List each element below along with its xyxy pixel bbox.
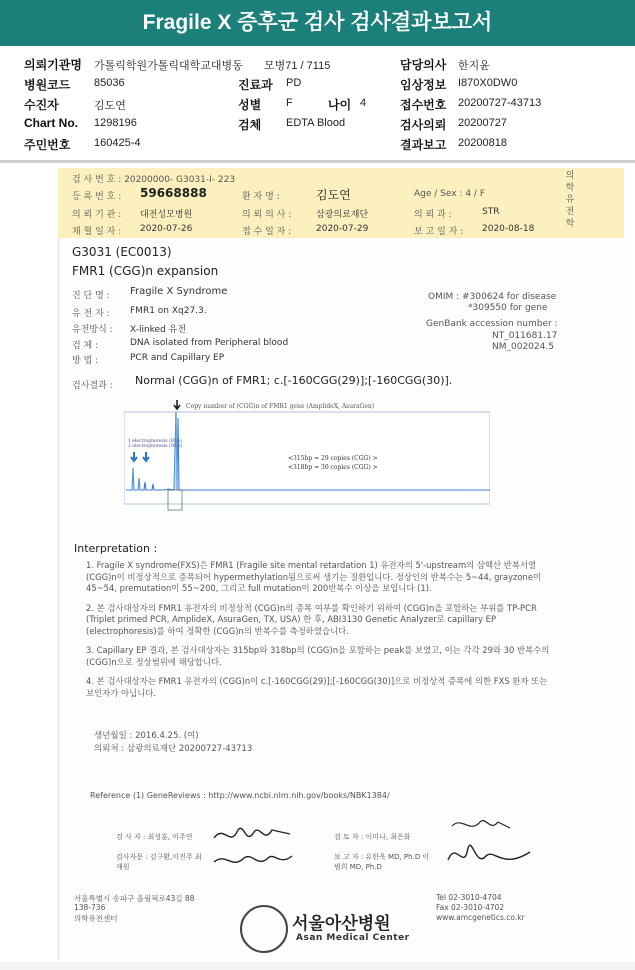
chart-note-318: <318bp = 30 copies (CGG) > (288, 464, 378, 471)
website: www.amcgenetics.co.kr (436, 913, 525, 922)
interp-para-2: 2. 본 검사대상자의 FMR1 유전자의 비정상적 (CGG)n의 증폭 여부를 확인하기 위하여 (CGG)n을 포함하는 부위를 TP-PCR (Triplet primed PCR, AmplideX, AsuraGen, TX, USA) 한 후, ABI3130 Genetic Analyzer로 capillary EP (electrophoresis)를 하여 정확한 (CGG)n의 반복수를 측정하였습니다. (86, 602, 537, 636)
req-inst: 대전성모병원 (140, 210, 193, 220)
result-label: 검사결과 : (72, 381, 113, 391)
doctor-label: 담당의사 (400, 58, 447, 72)
test-name: FMR1 (CGG)n expansion (72, 264, 219, 278)
specimen: DNA isolated from Peripheral blood (130, 338, 289, 348)
specimen-label: 검 체 : (72, 341, 99, 351)
gene: FMR1 on Xq27.3. (130, 306, 207, 316)
hospital-seal (240, 905, 288, 953)
ward-label: 의 뢰 과 : (414, 210, 452, 220)
hospital-code-value: 85036 (94, 77, 125, 89)
chart-title: Copy number of (CGG)n of FMR1 gene (AmplideX, AsuraGen) (186, 403, 375, 410)
institution-label: 의뢰기관명 (24, 58, 82, 72)
dept-label: 진료과 (238, 78, 273, 92)
report-date-value: 20200818 (458, 137, 507, 149)
dx-label: 진 단 명 : (72, 291, 110, 301)
test-code: G3031 (EC0013) (72, 245, 172, 259)
omim-gene: *309550 for gene (468, 303, 548, 313)
interp-para-4: 4. 본 검사대상자는 FMR1 유전자의 (CGG)n이 c.[-160CGG(29)];[-160CGG(30)]으로 비정상적 증폭에 의한 FXS 환자 또는 보인자가 아닙니다. (86, 676, 548, 698)
reference: Reference (1) GeneReviews : http://www.ncbi.nlm.nih.gov/books/NBK1384/ (90, 791, 390, 800)
dx: Fragile X Syndrome (130, 286, 228, 297)
legend-text-2: 2 electrophoresis (NLS) (128, 444, 183, 449)
rrn-label: 주민번호 (24, 138, 71, 152)
req-doc-label: 의 뢰 의 사 : (242, 210, 292, 220)
report-title: Fragile X 증후군 검사 검사결과보고서 (0, 0, 635, 46)
receipt-no-label: 접수번호 (400, 98, 447, 112)
chart-no-value: 1298196 (94, 117, 137, 129)
interp-para-1: 1. Fragile X syndrome(FXS)은 FMR1 (Fragile site mental retardation 1) 유전자의 5'-upstream의 삼핵산 반복서열 (CGG)n이 비정상적으로 증폭되어 hypermethylation됨으로써 생기는 질환입니다. 정상인의 반복수는 5~44, grayzone이 45~54, premutation이 55~200, 그리고 full mutation이 200반복수 이상을 보입니다 (1). (86, 560, 542, 593)
interpretation (86, 560, 556, 707)
address-1: 서울특별시 송파구 올림픽로43길 88 (74, 894, 195, 903)
patient-value: 김도연 (94, 100, 126, 112)
address-2: 138-736 (74, 903, 106, 912)
req-doc: 삼광의료재단 (316, 210, 369, 220)
gene-label: 유 전 자 : (72, 309, 110, 319)
requester: 의뢰처 : 삼광의료재단 20200727-43713 (94, 744, 253, 754)
request-date-label: 검사의뢰 (400, 118, 447, 132)
sex-value: F (286, 97, 293, 109)
hospital-code-label: 병원코드 (24, 78, 71, 92)
arrow-icon (174, 400, 180, 409)
collect-date: 2020-07-26 (140, 224, 193, 234)
ward: STR (482, 207, 500, 217)
legend-text: 1 electrophoresis (BLS) (128, 439, 182, 444)
reviewer: 검 토 자 : 이미나, 최은화 (334, 833, 411, 841)
age-sex: Age / Sex : 4 / F (414, 189, 485, 199)
req-inst-label: 의 뢰 기 관 : (72, 210, 122, 220)
inherit: X-linked 유전 (130, 325, 187, 335)
address-3: 의학유전센터 (74, 914, 118, 923)
sex-label: 성별 (238, 98, 262, 112)
birth-date: 생년월일 : 2016.4.25. (여) (94, 731, 199, 741)
test-number: 검 사 번 호 : 20200000- G3031-I- 223 (72, 175, 236, 185)
receipt-label: 접 수 일 자 : (242, 227, 292, 237)
report-date: 2020-08-18 (482, 224, 535, 234)
doctor-value: 한지윤 (458, 60, 490, 72)
hospital-name-en: Asan Medical Center (296, 933, 410, 943)
divider (0, 160, 635, 163)
specimen-label: 검체 (238, 118, 262, 132)
method: PCR and Capillary EP (130, 353, 225, 363)
report-header (0, 52, 635, 160)
age-value: 4 (360, 97, 367, 109)
patient-label: 수진자 (24, 98, 59, 112)
tel: Tel 02-3010-4704 (436, 893, 502, 902)
clinical-value: I870X0DW0 (458, 77, 518, 89)
hospital-name-kr: 서울아산병원 (292, 914, 391, 934)
advisor: 검사자문 : 김구환,이진주 최재원 (116, 853, 202, 871)
fax: Fax 02-3010-4702 (436, 903, 505, 912)
clinical-label: 임상정보 (400, 78, 447, 92)
genbank-nm: NM_002024.5 (492, 342, 554, 352)
examiner: 검 사 자 : 최성훈, 이주연 (116, 833, 193, 841)
omim-disease: OMIM : #300624 for disease (428, 292, 557, 302)
age-label: 나이 (328, 98, 352, 112)
reporter: 보 고 자 : 유한욱 MD, Ph.D 이범희 MD, Ph.D (334, 853, 430, 871)
signature-right (446, 812, 536, 882)
receipt-date: 2020-07-29 (316, 224, 369, 234)
chart-note-315: <315bp = 29 copies (CGG) > (288, 455, 378, 462)
signature-left (210, 818, 296, 880)
institution-value: 가톨릭학원가톨릭대학교대병동 (94, 60, 243, 72)
reg-no-label: 등 록 번 호 : (72, 192, 122, 202)
report-label: 보 고 일 자 : (414, 227, 464, 237)
report-date-label: 결과보고 (400, 138, 447, 152)
side-label: 의학유전학 (565, 171, 575, 229)
genbank-nt: NT_011681.17 (492, 331, 558, 341)
patient-name-label: 환 자 명 : (242, 192, 280, 202)
collect-label: 채 혈 일 자 : (72, 227, 122, 237)
footer-bar (0, 962, 635, 970)
ward-value: 모병71 / 7115 (264, 60, 331, 72)
interpretation-title: Interpretation : (74, 542, 158, 555)
rrn-value: 160425-4 (94, 137, 141, 149)
specimen-value: EDTA Blood (286, 117, 346, 129)
chart-no-label: Chart No. (24, 116, 78, 130)
interp-para-3: 3. Capillary EP 결과, 본 검사대상자는 315bp와 318bp의 (CGG)n을 포함하는 peak를 보였고, 이는 각각 29와 30 반복수의 (CGG)n으로 정상범위에 해당합니다. (86, 645, 550, 667)
receipt-no-value: 20200727-43713 (458, 97, 542, 109)
patient-name: 김도연 (316, 188, 351, 202)
inherit-label: 유전방식 : (72, 325, 113, 335)
genbank: GenBank accession number : (426, 319, 558, 329)
dept-value: PD (286, 77, 302, 89)
reg-no: 59668888 (140, 186, 207, 200)
result: Normal (CGG)n of FMR1; c.[-160CGG(29)];[-160CGG(30)]. (135, 374, 453, 387)
method-label: 방 법 : (72, 356, 99, 366)
request-date-value: 20200727 (458, 117, 507, 129)
